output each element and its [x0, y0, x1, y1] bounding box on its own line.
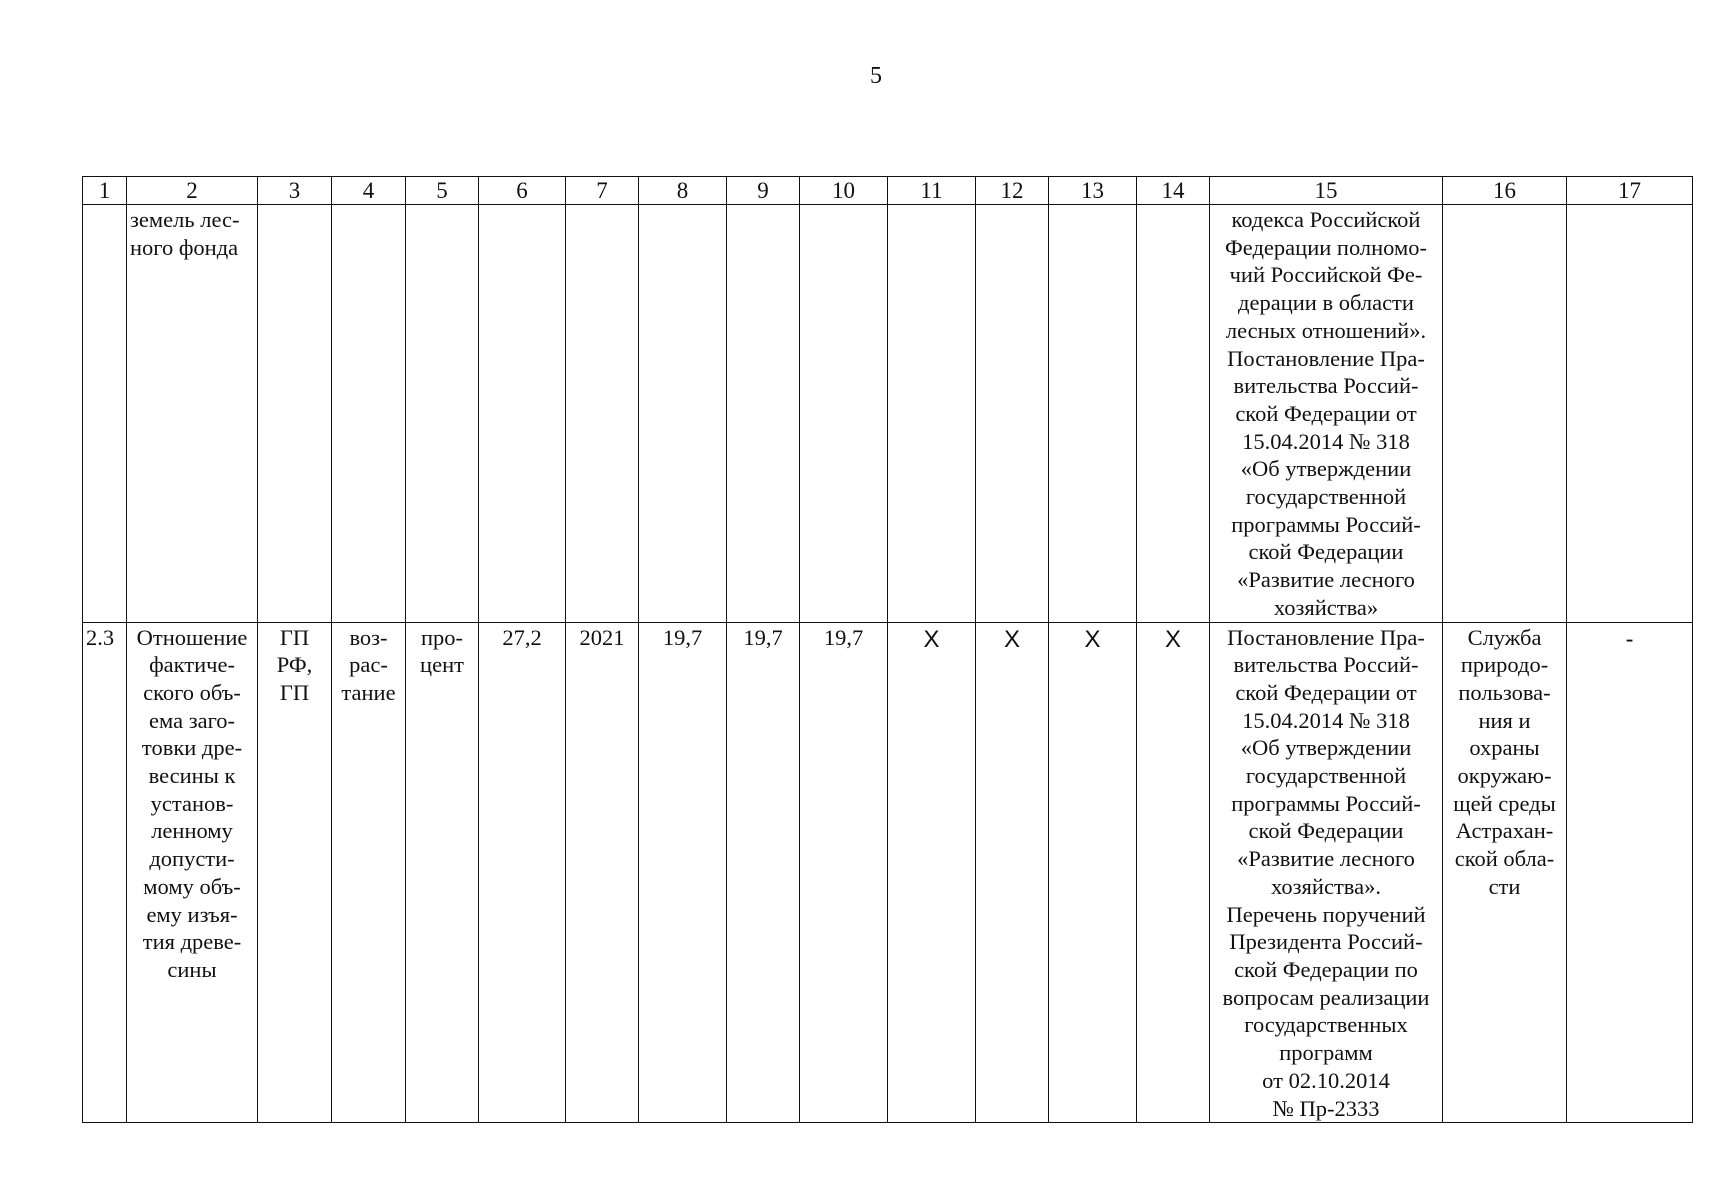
value-cell: X — [1137, 622, 1210, 1123]
indicator-type-cell: ГП РФ, ГП — [258, 622, 332, 1123]
column-number: 2 — [127, 177, 258, 205]
table-cell — [1137, 205, 1210, 623]
value-cell: X — [888, 622, 976, 1123]
table-cell — [1443, 205, 1567, 623]
base-year-cell: 2021 — [566, 622, 639, 1123]
column-number-row — [83, 177, 1693, 205]
value-cell: 19,7 — [727, 622, 800, 1123]
table-cell — [1567, 205, 1693, 623]
value-cell: X — [1049, 622, 1137, 1123]
column-number: 1 — [83, 177, 127, 205]
column-number: 15 — [1210, 177, 1443, 205]
indicators-table — [82, 176, 1693, 1123]
column-number: 8 — [639, 177, 727, 205]
base-value-cell: 27,2 — [479, 622, 566, 1123]
table-cell — [479, 205, 566, 623]
legal-basis-cell: Постановление Пра- вительства Россий- ской Федерации от 15.04.2014 № 318 «Об утверждении государственной программы Россий- ской Федерации «Развитие лесного хозяйства». Перечень поручений Президента Россий- ской Федерации по вопросам реализации государственных программ от 02.10.2014 № Пр-2333 — [1210, 622, 1443, 1123]
table-cell — [332, 205, 406, 623]
page-number: 5 — [870, 63, 882, 89]
column-number: 11 — [888, 177, 976, 205]
column-number: 3 — [258, 177, 332, 205]
value-cell: X — [976, 622, 1049, 1123]
table-cell — [566, 205, 639, 623]
column-number: 4 — [332, 177, 406, 205]
table-cell — [406, 205, 479, 623]
table-row — [83, 205, 1693, 623]
table-cell — [258, 205, 332, 623]
table-cell — [976, 205, 1049, 623]
column-number: 14 — [1137, 177, 1210, 205]
trend-cell: воз- рас- тание — [332, 622, 406, 1123]
unit-cell: про- цент — [406, 622, 479, 1123]
table-cell — [1049, 205, 1137, 623]
table-cell — [888, 205, 976, 623]
table-cell — [727, 205, 800, 623]
column-number: 17 — [1567, 177, 1693, 205]
row-number-cell: 2.3 — [83, 622, 127, 1123]
column-number: 16 — [1443, 177, 1567, 205]
column-number: 7 — [566, 177, 639, 205]
value-cell: 19,7 — [639, 622, 727, 1123]
row-number-cell — [83, 205, 127, 623]
indicator-name-cell: Отношение фактиче- ского объ- ема заго- товки дре- весины к установ- ленному допусти- мому объ- ему изъя- тия древе- сины — [127, 622, 258, 1123]
column-number: 9 — [727, 177, 800, 205]
table-cell — [800, 205, 888, 623]
table-cell — [639, 205, 727, 623]
column-number: 10 — [800, 177, 888, 205]
legal-basis-cell: кодекса Российской Федерации полномо- чий Российской Фе- дерации в области лесных отношений». Постановление Пра- вительства Россий- ской Федерации от 15.04.2014 № 318 «Об утверждении государственной программы Россий- ской Федерации «Развитие лесного хозяйства» — [1210, 205, 1443, 623]
related-indicator-cell: - — [1567, 622, 1693, 1123]
column-number: 13 — [1049, 177, 1137, 205]
column-number: 5 — [406, 177, 479, 205]
indicator-name-cell: земель лес- ного фонда — [127, 205, 258, 623]
column-number: 12 — [976, 177, 1049, 205]
value-cell: 19,7 — [800, 622, 888, 1123]
responsible-agency-cell: Служба природо- пользова- ния и охраны окружаю- щей среды Астрахан- ской обла- сти — [1443, 622, 1567, 1123]
table-row — [83, 622, 1693, 1123]
column-number: 6 — [479, 177, 566, 205]
